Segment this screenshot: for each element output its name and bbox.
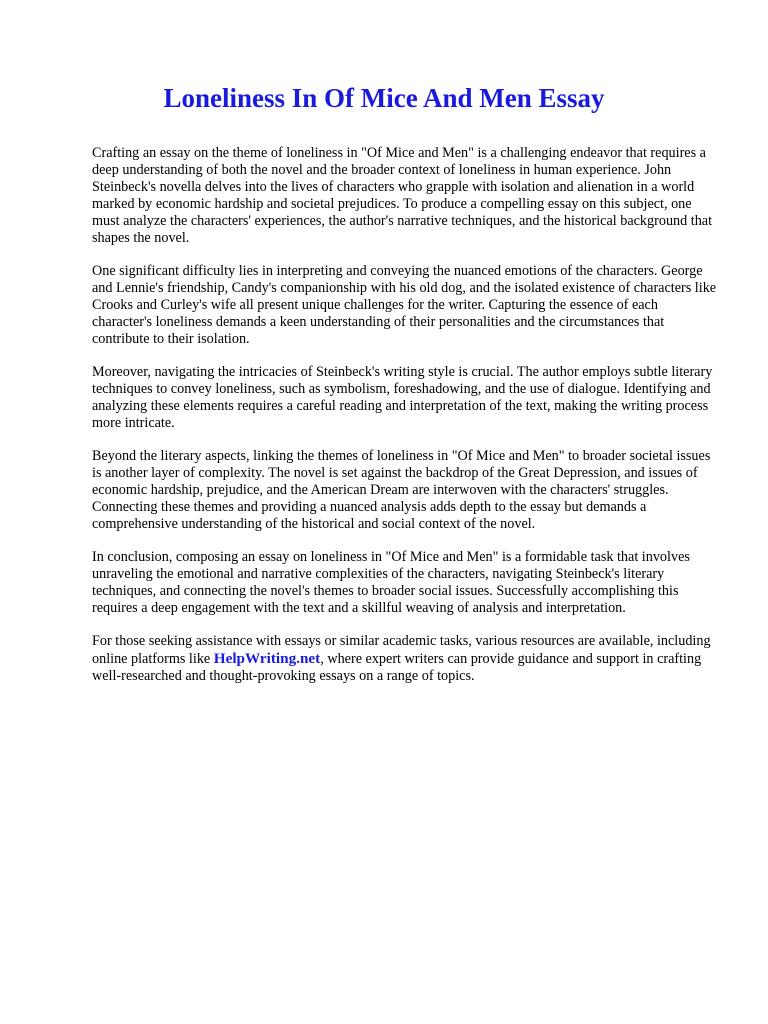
helpwriting-link[interactable]: HelpWriting.net: [213, 650, 321, 667]
paragraph-societal-issues: Beyond the literary aspects, linking the themes of loneliness in "Of Mice and Men" to broader societal issues is another layer of complexity. The novel is set against the backdrop of the Great Depression, and issues of economic hardship, prejudice, and the American Dream are interwoven with the characters' struggles. Connecting these themes and providing a nuanced analysis adds depth to the essay but demands a comprehensive understanding of the historical and social context of the novel.: [92, 448, 711, 532]
closing-text-before-link: For those seeking assistance with essays or similar academic tasks, various resources are available, including online platforms like: [92, 633, 711, 667]
closing-text-after-link: , where expert writers can provide guidance and support in crafting well-researched and thought-provoking essays on a range of topics.: [92, 651, 702, 684]
paragraph-writing-style: Moreover, navigating the intricacies of Steinbeck's writing style is crucial. The author employs subtle literary techniques to convey loneliness, such as symbolism, foreshadowing, and the use of dialogue. Identifying and analyzing these elements requires a careful reading and interpretation of the text, making the writing process more intricate.: [92, 364, 713, 431]
page-title: Loneliness In Of Mice And Men Essay: [163, 83, 605, 113]
paragraph-conclusion: In conclusion, composing an essay on loneliness in "Of Mice and Men" is a formidable task that involves unraveling the emotional and narrative complexities of the characters, navigating Steinbeck's literary techniques, and connecting the novel's themes to broader social issues. Successfully accomplishing this requires a deep engagement with the text and a skillful weaving of analysis and interpretation.: [92, 549, 690, 616]
essay-body: [92, 145, 718, 701]
paragraph-closing: [92, 633, 718, 685]
paragraph-emotions: One significant difficulty lies in interpreting and conveying the nuanced emotions of the characters. George and Lennie's friendship, Candy's companionship with his old dog, and the isolated existence of characters like Crooks and Curley's wife all present unique challenges for the writer. Capturing the essence of each character's loneliness demands a keen understanding of their personalities and the circumstances that contribute to their isolation.: [92, 263, 717, 347]
paragraph-intro: Crafting an essay on the theme of loneliness in "Of Mice and Men" is a challenging endeavor that requires a deep understanding of both the novel and the broader context of loneliness in human experience. John Steinbeck's novella delves into the lives of characters who grapple with isolation and alienation in a world marked by economic hardship and societal prejudices. To produce a compelling essay on this subject, one must analyze the characters' experiences, the author's narrative techniques, and the historical background that shapes the novel.: [92, 145, 713, 246]
